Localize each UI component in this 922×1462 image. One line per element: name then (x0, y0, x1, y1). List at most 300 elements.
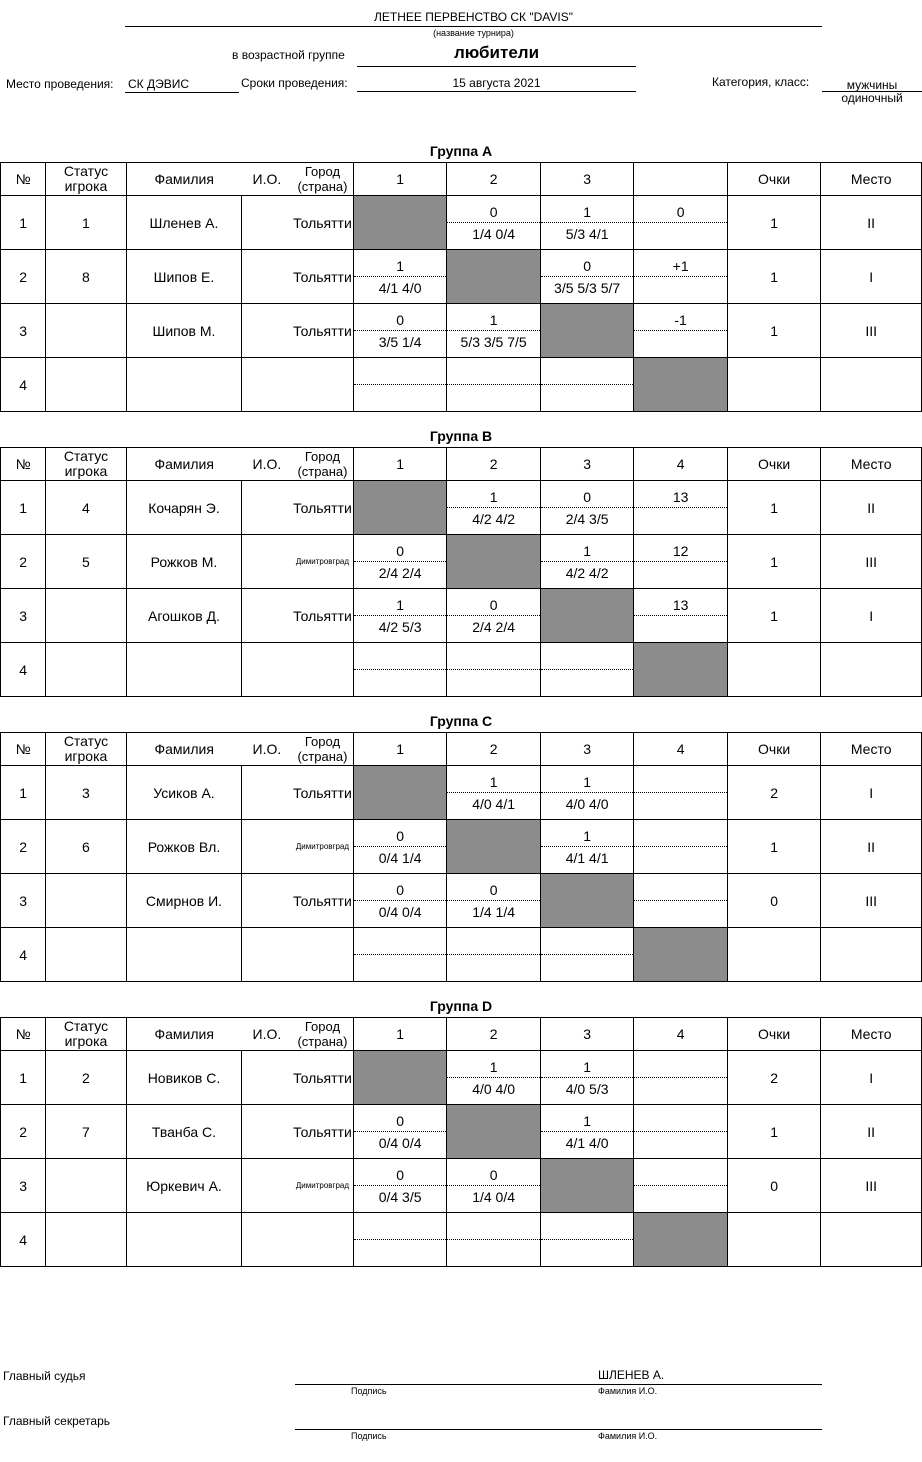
group-title: Группа С (429, 713, 493, 729)
match-result (447, 643, 540, 670)
player-city: Димитровград (292, 535, 353, 589)
match-cell (540, 643, 634, 697)
player-points: 0 (727, 874, 821, 928)
player-initials (242, 304, 292, 358)
group-title: Группа D (429, 998, 493, 1014)
match-result: 0 (354, 874, 447, 901)
match-cell (540, 1051, 634, 1105)
player-surname: Смирнов И. (126, 874, 242, 928)
player-points: 1 (727, 1105, 821, 1159)
player-place: III (821, 1159, 922, 1213)
match-score (447, 670, 540, 696)
match-result: 0 (447, 1159, 540, 1186)
match-result: 0 (354, 304, 447, 331)
player-surname: Шипов Е. (126, 250, 242, 304)
match-cell (634, 250, 728, 304)
match-score: 2/4 2/4 (378, 565, 422, 581)
col-header-city: Город (страна) (292, 1018, 353, 1051)
match-score (634, 616, 727, 642)
player-initials (242, 1159, 292, 1213)
dates-label: Сроки проведения: (241, 76, 348, 90)
match-result: 1 (447, 1051, 540, 1078)
match-score: 4/2 5/3 (378, 619, 422, 635)
category-label: Категория, класс: (712, 75, 810, 89)
match-result (447, 1213, 540, 1240)
match-cell (634, 196, 728, 250)
match-cell (353, 1213, 447, 1267)
match-result: 1 (541, 766, 634, 793)
player-initials (242, 1105, 292, 1159)
match-cell (447, 874, 541, 928)
chief-secretary-name-caption: Фамилия И.О. (598, 1431, 658, 1441)
player-points: 1 (727, 304, 821, 358)
player-initials (242, 196, 292, 250)
match-score: 4/0 4/0 (472, 1081, 516, 1097)
player-status: 7 (46, 1105, 126, 1159)
player-status (46, 589, 126, 643)
match-cell (447, 1159, 541, 1213)
chief-judge-name-caption: Фамилия И.О. (598, 1386, 658, 1396)
group-table (0, 447, 922, 697)
match-score: 1/4 0/4 (472, 1189, 516, 1205)
row-number: 1 (1, 481, 46, 535)
player-surname (126, 643, 242, 697)
diagonal-cell (540, 589, 634, 643)
col-header-1: 1 (353, 1018, 447, 1051)
diagonal-cell (540, 1159, 634, 1213)
match-score: 3/5 1/4 (378, 334, 422, 350)
row-number: 1 (1, 196, 46, 250)
player-city: Тольятти (292, 1051, 353, 1105)
match-result: 13 (634, 481, 727, 508)
player-points: 0 (727, 1159, 821, 1213)
match-score (447, 1240, 540, 1266)
match-cell (447, 643, 541, 697)
match-result: 0 (634, 196, 727, 223)
row-number: 3 (1, 1159, 46, 1213)
col-header-num: № (1, 163, 46, 196)
match-score (634, 223, 727, 249)
match-cell (634, 535, 728, 589)
col-header-4 (634, 163, 728, 196)
match-score: 4/0 4/1 (472, 796, 516, 812)
table-row (1, 250, 922, 304)
match-result: 0 (354, 535, 447, 562)
col-header-3: 3 (540, 448, 634, 481)
category-value-2: одиночный (841, 91, 903, 105)
match-score (541, 385, 634, 411)
table-row (1, 643, 922, 697)
diagonal-cell (634, 1213, 728, 1267)
match-result: 1 (447, 304, 540, 331)
col-header-place: Место (821, 448, 922, 481)
diagonal-cell (634, 643, 728, 697)
match-result (634, 1105, 727, 1132)
match-score: 4/1 4/0 (565, 1135, 609, 1151)
match-score (634, 793, 727, 819)
player-place (821, 1213, 922, 1267)
match-score: 5/3 4/1 (565, 226, 609, 242)
venue-value: СК ДЭВИС (128, 77, 190, 91)
player-points: 1 (727, 481, 821, 535)
player-points: 1 (727, 250, 821, 304)
diagonal-cell (540, 304, 634, 358)
player-city (292, 1213, 353, 1267)
player-surname: Рожков Вл. (126, 820, 242, 874)
chief-judge-name: ШЛЕНЕВ А. (598, 1368, 665, 1382)
category-value-1: мужчины (846, 78, 898, 92)
match-result: +1 (634, 250, 727, 277)
match-score: 2/4 2/4 (472, 619, 516, 635)
match-score: 2/4 3/5 (565, 511, 609, 527)
diagonal-cell (447, 535, 541, 589)
match-score (541, 670, 634, 696)
match-cell (634, 820, 728, 874)
match-cell (353, 874, 447, 928)
match-result: 0 (447, 874, 540, 901)
col-header-num: № (1, 733, 46, 766)
player-points: 1 (727, 820, 821, 874)
table-row (1, 535, 922, 589)
player-initials (242, 481, 292, 535)
col-header-4: 4 (634, 1018, 728, 1051)
match-cell (353, 535, 447, 589)
match-cell (634, 1051, 728, 1105)
player-surname: Шленев А. (126, 196, 242, 250)
row-number: 4 (1, 1213, 46, 1267)
match-result: 0 (354, 1105, 447, 1132)
col-header-city: Город (страна) (292, 163, 353, 196)
player-place: II (821, 481, 922, 535)
age-group-underline (357, 66, 636, 67)
player-place (821, 928, 922, 982)
player-status (46, 874, 126, 928)
diagonal-cell (353, 196, 447, 250)
col-header-1: 1 (353, 163, 447, 196)
match-cell (634, 304, 728, 358)
player-status: 4 (46, 481, 126, 535)
row-number: 4 (1, 358, 46, 412)
chief-secretary-signature-caption: Подпись (351, 1431, 387, 1441)
match-score (634, 562, 727, 588)
match-cell (540, 1213, 634, 1267)
player-status (46, 304, 126, 358)
match-cell (634, 481, 728, 535)
player-points (727, 643, 821, 697)
match-result: 0 (541, 250, 634, 277)
match-cell (353, 928, 447, 982)
match-score (354, 955, 447, 981)
player-place: I (821, 250, 922, 304)
row-number: 4 (1, 643, 46, 697)
player-points: 1 (727, 589, 821, 643)
chief-judge-line (295, 1384, 822, 1385)
col-header-io: И.О. (242, 1018, 292, 1051)
match-cell (540, 820, 634, 874)
player-city: Тольятти (292, 304, 353, 358)
player-status (46, 1213, 126, 1267)
match-result: 1 (541, 1105, 634, 1132)
row-number: 2 (1, 535, 46, 589)
match-cell (447, 589, 541, 643)
player-points (727, 928, 821, 982)
match-result (634, 874, 727, 901)
match-cell (447, 1213, 541, 1267)
match-score: 5/3 3/5 7/5 (460, 334, 527, 350)
col-header-points: Очки (727, 733, 821, 766)
match-score (634, 1078, 727, 1104)
group-title: Группа А (429, 143, 493, 159)
match-result (541, 928, 634, 955)
group-title: Группа В (429, 428, 493, 444)
match-score (447, 385, 540, 411)
match-score (634, 508, 727, 534)
diagonal-cell (447, 1105, 541, 1159)
match-result: 0 (447, 589, 540, 616)
player-place: I (821, 766, 922, 820)
match-cell (540, 766, 634, 820)
match-cell (540, 1105, 634, 1159)
col-header-io: И.О. (242, 448, 292, 481)
col-header-place: Место (821, 733, 922, 766)
player-place (821, 358, 922, 412)
match-result (354, 358, 447, 385)
match-result (634, 1159, 727, 1186)
match-score (634, 1132, 727, 1158)
player-surname: Тванба С. (126, 1105, 242, 1159)
age-group-value: любители (453, 43, 540, 62)
match-result: 0 (354, 820, 447, 847)
player-surname: Шипов М. (126, 304, 242, 358)
match-score (354, 670, 447, 696)
col-header-3: 3 (540, 733, 634, 766)
player-place: II (821, 1105, 922, 1159)
dates-value: 15 августа 2021 (452, 76, 541, 90)
col-header-2: 2 (447, 448, 541, 481)
match-score: 0/4 3/5 (378, 1189, 422, 1205)
diagonal-cell (353, 766, 447, 820)
match-result (354, 928, 447, 955)
table-row (1, 589, 922, 643)
player-city (292, 643, 353, 697)
match-score (634, 277, 727, 303)
match-cell (540, 481, 634, 535)
match-result (541, 1213, 634, 1240)
match-result (354, 1213, 447, 1240)
tournament-underline (125, 26, 822, 27)
player-surname: Кочарян Э. (126, 481, 242, 535)
match-result: 13 (634, 589, 727, 616)
match-score: 4/1 4/0 (378, 280, 422, 296)
player-city (292, 928, 353, 982)
player-points (727, 358, 821, 412)
col-header-surname: Фамилия (126, 163, 242, 196)
match-score (634, 331, 727, 357)
col-header-num: № (1, 1018, 46, 1051)
match-result: 1 (541, 196, 634, 223)
player-status: 2 (46, 1051, 126, 1105)
venue-underline (125, 92, 239, 93)
col-header-place: Место (821, 163, 922, 196)
col-header-io: И.О. (242, 733, 292, 766)
table-row (1, 820, 922, 874)
col-header-points: Очки (727, 448, 821, 481)
match-cell (353, 1159, 447, 1213)
table-row (1, 766, 922, 820)
player-status (46, 643, 126, 697)
chief-judge-signature-caption: Подпись (351, 1386, 387, 1396)
match-cell (634, 874, 728, 928)
match-cell (540, 535, 634, 589)
col-header-city: Город (страна) (292, 733, 353, 766)
player-place: III (821, 304, 922, 358)
player-city: Тольятти (292, 1105, 353, 1159)
diagonal-cell (353, 1051, 447, 1105)
match-score (541, 955, 634, 981)
col-header-surname: Фамилия (126, 1018, 242, 1051)
diagonal-cell (540, 874, 634, 928)
player-surname (126, 1213, 242, 1267)
match-cell (353, 589, 447, 643)
match-score: 0/4 0/4 (378, 904, 422, 920)
match-score: 4/2 4/2 (472, 511, 516, 527)
row-number: 4 (1, 928, 46, 982)
match-score (354, 385, 447, 411)
match-cell (353, 358, 447, 412)
match-cell (447, 481, 541, 535)
match-result: 1 (447, 766, 540, 793)
match-result: 1 (354, 250, 447, 277)
diagonal-cell (353, 481, 447, 535)
col-header-city: Город (страна) (292, 448, 353, 481)
match-result: 1 (354, 589, 447, 616)
table-row (1, 1213, 922, 1267)
diagonal-cell (634, 358, 728, 412)
player-surname: Усиков А. (126, 766, 242, 820)
match-result: 0 (354, 1159, 447, 1186)
col-header-3: 3 (540, 163, 634, 196)
col-header-2: 2 (447, 733, 541, 766)
player-points: 2 (727, 766, 821, 820)
match-result: -1 (634, 304, 727, 331)
match-cell (447, 196, 541, 250)
tournament-title: ЛЕТНЕЕ ПЕРВЕНСТВО СК "DAVIS" (373, 10, 574, 24)
player-points: 2 (727, 1051, 821, 1105)
match-result (354, 643, 447, 670)
match-score (634, 1186, 727, 1212)
player-surname: Рожков М. (126, 535, 242, 589)
match-cell (634, 766, 728, 820)
match-cell (353, 643, 447, 697)
match-cell (447, 928, 541, 982)
match-cell (540, 358, 634, 412)
player-place: II (821, 820, 922, 874)
player-status: 3 (46, 766, 126, 820)
match-score (541, 1240, 634, 1266)
match-score: 0/4 0/4 (378, 1135, 422, 1151)
venue-label: Место проведения: (6, 77, 114, 91)
player-status (46, 1159, 126, 1213)
player-status (46, 928, 126, 982)
col-header-surname: Фамилия (126, 733, 242, 766)
player-city: Димитровград (292, 820, 353, 874)
player-city: Димитровград (292, 1159, 353, 1213)
match-cell (540, 250, 634, 304)
player-status: 8 (46, 250, 126, 304)
player-surname (126, 358, 242, 412)
match-score (354, 1240, 447, 1266)
player-initials (242, 1051, 292, 1105)
match-cell (634, 1105, 728, 1159)
table-row (1, 358, 922, 412)
match-result: 1 (447, 481, 540, 508)
match-result: 12 (634, 535, 727, 562)
player-points: 1 (727, 196, 821, 250)
player-city: Тольятти (292, 196, 353, 250)
group-table (0, 1017, 922, 1267)
col-header-num: № (1, 448, 46, 481)
match-cell (353, 820, 447, 874)
match-result (447, 928, 540, 955)
match-cell (540, 928, 634, 982)
player-city: Тольятти (292, 766, 353, 820)
group-table (0, 162, 922, 412)
match-result (541, 643, 634, 670)
player-city: Тольятти (292, 481, 353, 535)
player-city: Тольятти (292, 589, 353, 643)
table-row (1, 1051, 922, 1105)
col-header-status: Статус игрока (46, 163, 126, 196)
group-table (0, 732, 922, 982)
match-cell (540, 196, 634, 250)
player-initials (242, 766, 292, 820)
match-cell (353, 250, 447, 304)
row-number: 3 (1, 589, 46, 643)
diagonal-cell (447, 250, 541, 304)
match-cell (353, 1105, 447, 1159)
col-header-surname: Фамилия (126, 448, 242, 481)
player-initials (242, 589, 292, 643)
dates-underline (357, 91, 636, 92)
player-surname (126, 928, 242, 982)
match-cell (447, 766, 541, 820)
col-header-status: Статус игрока (46, 733, 126, 766)
row-number: 3 (1, 874, 46, 928)
match-cell (447, 1051, 541, 1105)
match-score: 1/4 0/4 (472, 226, 516, 242)
match-score (634, 847, 727, 873)
chief-judge-label: Главный судья (3, 1369, 86, 1383)
match-result (634, 1051, 727, 1078)
table-row (1, 481, 922, 535)
player-place: I (821, 1051, 922, 1105)
table-row (1, 928, 922, 982)
match-cell (634, 589, 728, 643)
match-result (634, 820, 727, 847)
match-cell (353, 304, 447, 358)
player-surname: Агошков Д. (126, 589, 242, 643)
col-header-points: Очки (727, 163, 821, 196)
match-score: 3/5 5/3 5/7 (554, 280, 621, 296)
diagonal-cell (447, 820, 541, 874)
player-initials (242, 874, 292, 928)
player-place: I (821, 589, 922, 643)
player-initials (242, 358, 292, 412)
match-score (447, 955, 540, 981)
match-result (634, 766, 727, 793)
match-result: 0 (541, 481, 634, 508)
player-initials (242, 928, 292, 982)
